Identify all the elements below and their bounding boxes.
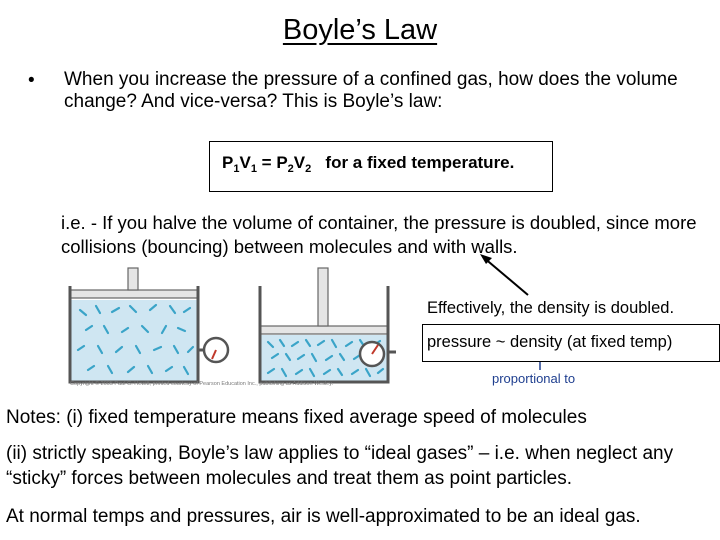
notes-line-2: (ii) strictly speaking, Boyle’s law applies to “ideal gases” – i.e. when neglect any “sticky” forces between molecules and treat them as point particles. bbox=[6, 443, 674, 489]
notes-line-3: At normal temps and pressures, air is well-approximated to be an ideal gas. bbox=[6, 506, 641, 527]
bullet-marker: • bbox=[28, 70, 35, 91]
explanation-text: i.e. - If you halve the volume of container, the pressure is doubled, since more collisions (bouncing) between molecules and with walls. bbox=[61, 212, 697, 257]
density-pointer-arrow bbox=[483, 257, 528, 295]
container-right bbox=[260, 268, 396, 382]
figure-credit: Copyright © 2005 Paul G. Hewitt, printed courtesy of Pearson Education Inc., publishing as Addison Wesley. bbox=[70, 381, 334, 387]
notes-line-1: Notes: (i) fixed temperature means fixed average speed of molecules bbox=[6, 407, 587, 428]
proportionality-annotation: pressure ~ density (at fixed temp) bbox=[427, 333, 673, 351]
container-left bbox=[70, 268, 228, 382]
slide-title: Boyle’s Law bbox=[282, 14, 438, 46]
density-annotation: Effectively, the density is doubled. bbox=[427, 299, 675, 317]
boyle-formula: $P_1V_1 = P_2V_2$ for a fixed temperature. bbox=[222, 153, 515, 175]
bullet-question: When you increase the pressure of a confined gas, how does the volume change? And vice-versa? This is Boyle’s law: bbox=[64, 69, 678, 112]
proportional-to-label: proportional to bbox=[492, 371, 576, 386]
